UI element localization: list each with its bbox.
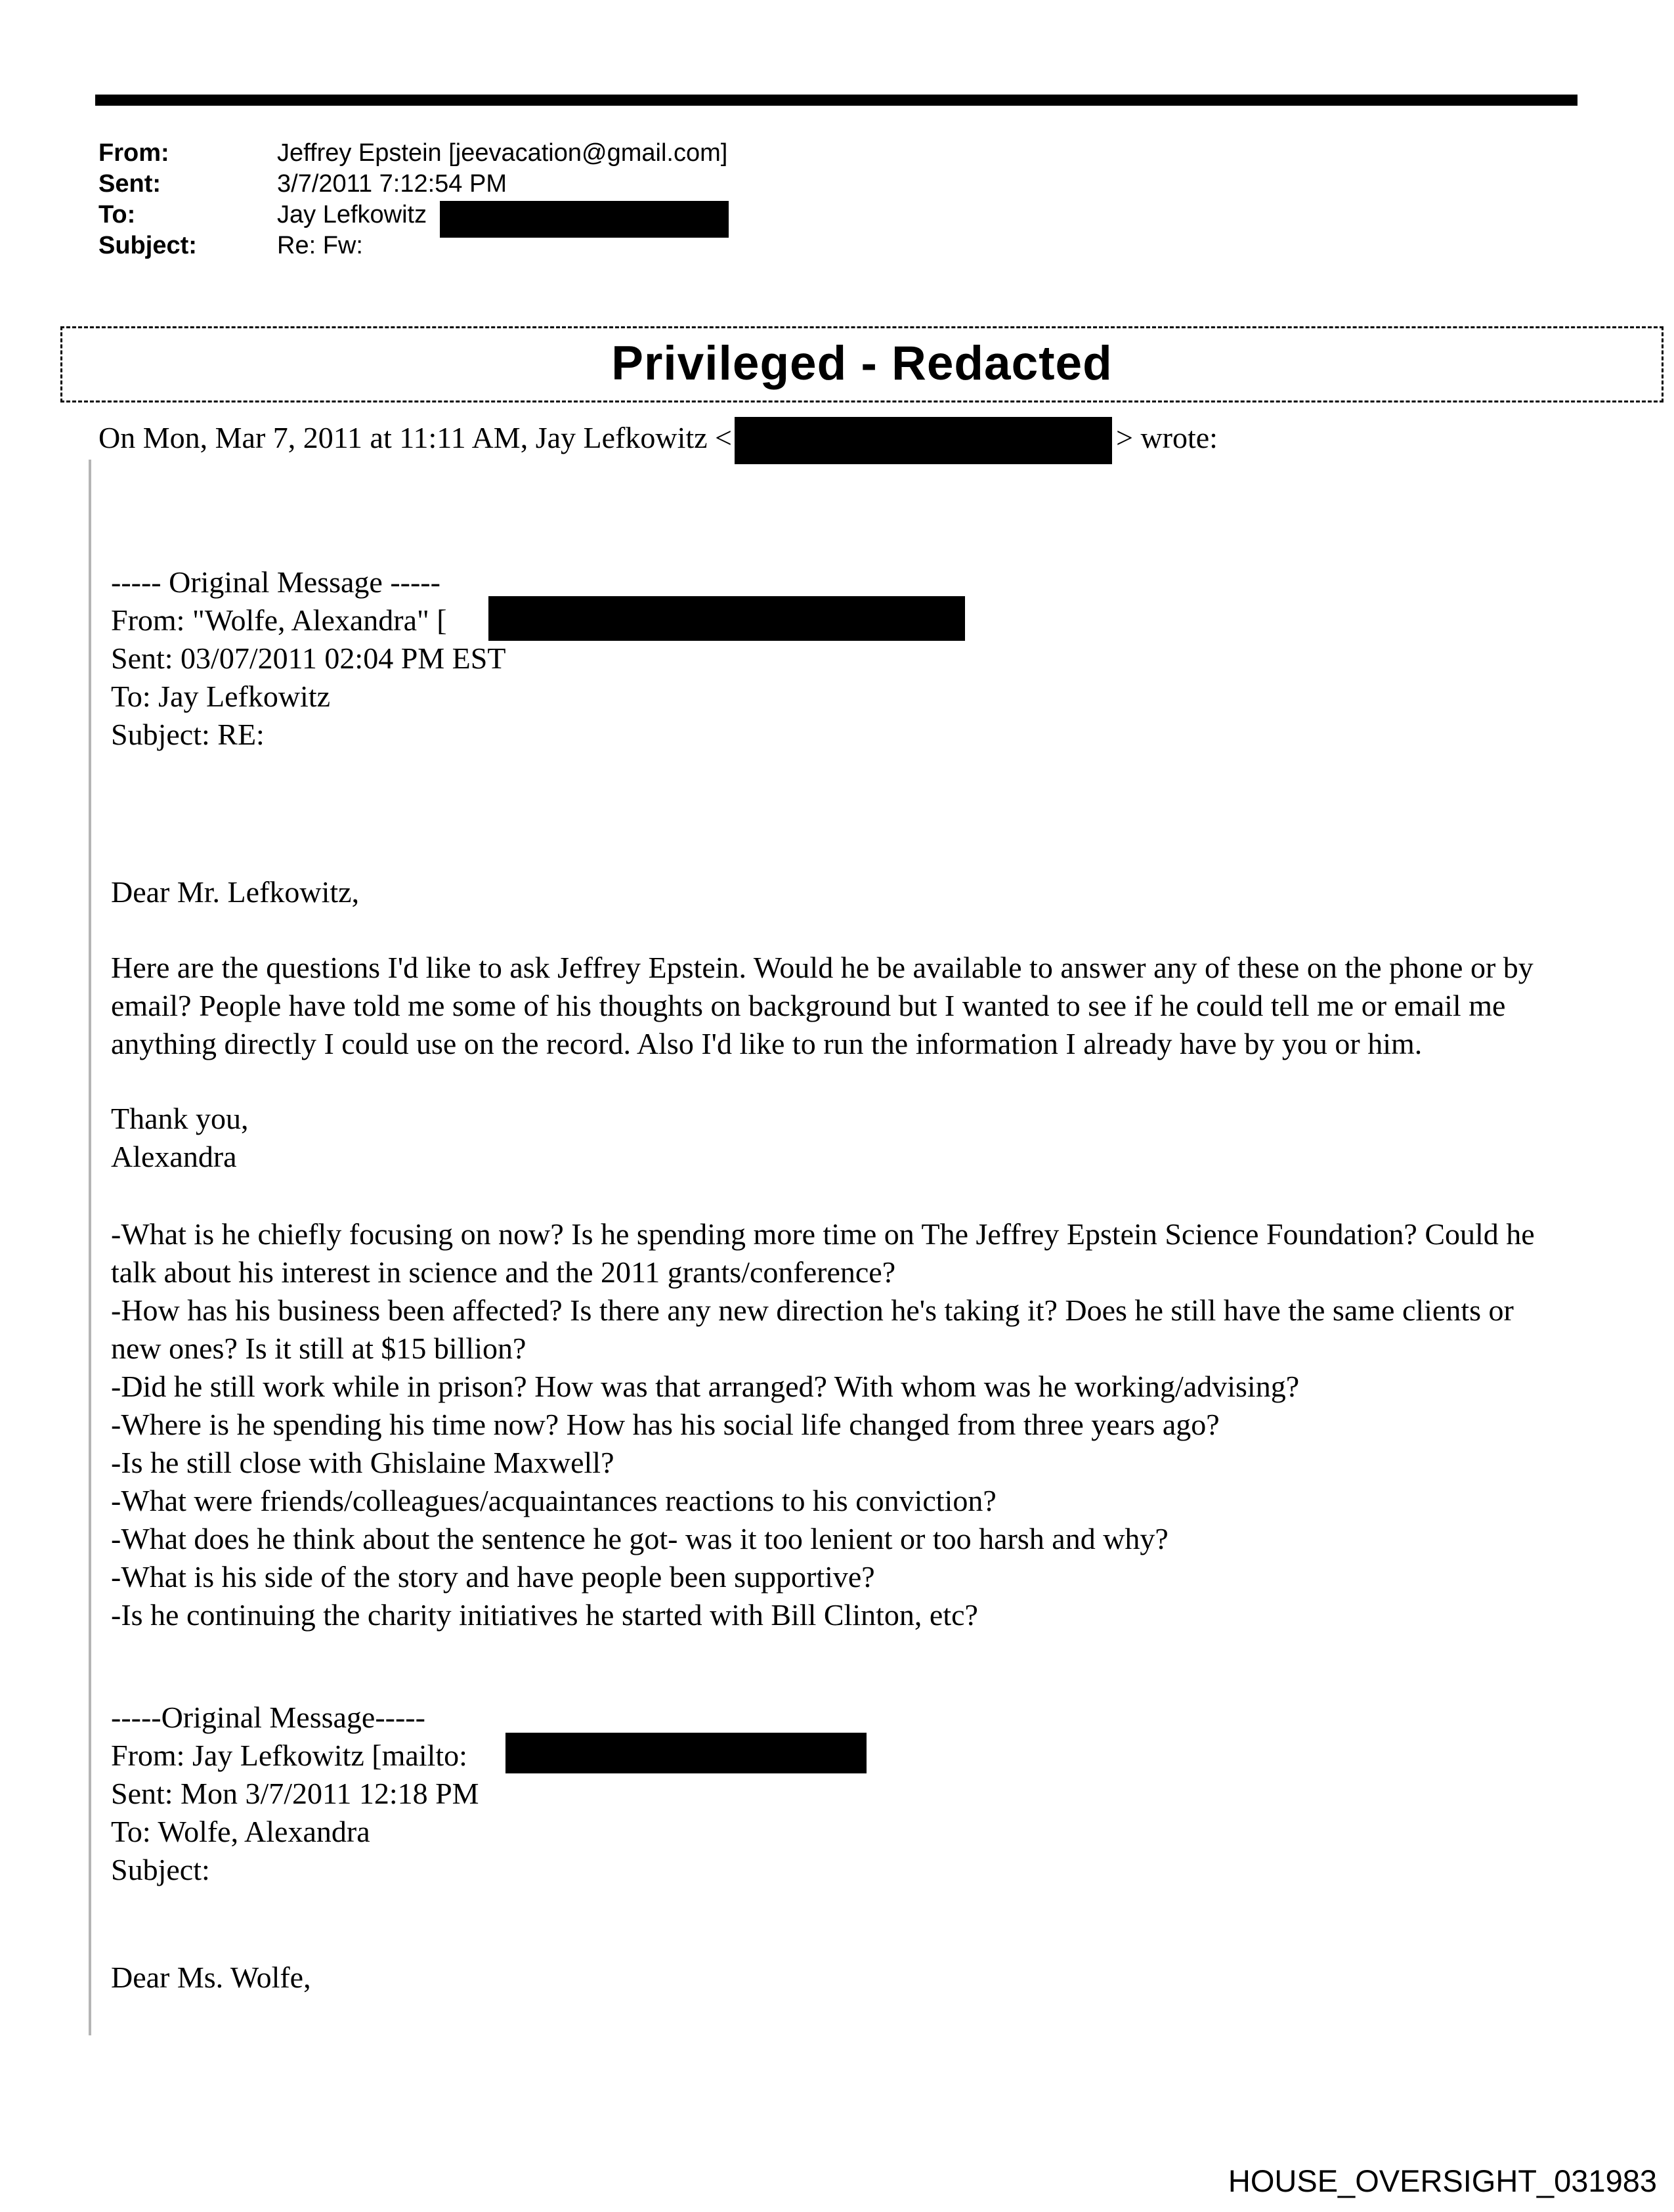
question-item: -Is he continuing the charity initiatives he started with Bill Clinton, etc? [111,1598,978,1632]
attribution-text-before: On Mon, Mar 7, 2011 at 11:11 AM, Jay Lefkowitz < [98,421,732,454]
attribution-text-after: > wrote: [1116,421,1218,454]
to-value: Jay Lefkowitz [277,201,427,228]
bates-number: HOUSE_OVERSIGHT_031983 [1228,2163,1657,2198]
from-line [111,601,1562,640]
header-row-sent [98,169,727,200]
original-message-header-1 [111,563,1562,754]
original-message-header-2 [111,1699,1562,1889]
separator-line: ----- Original Message ----- [111,565,440,599]
subject-label: Subject: [98,232,197,259]
question-item: -Where is he spending his time now? How has his social life changed from three years ago? [111,1408,1220,1441]
from-value: Jeffrey Epstein [jeevacation@gmail.com] [277,139,728,167]
question-item: -What does he think about the sentence he got- was it too lenient or too harsh and why? [111,1522,1169,1555]
header-row-from [98,138,727,169]
sent-line: Sent: Mon 3/7/2011 12:18 PM [111,1777,479,1810]
sent-label: Sent: [98,170,161,198]
subject-line: Subject: RE: [111,718,265,751]
quote-attribution-line [98,414,1218,464]
closing-text: Thank you, [111,1102,249,1135]
questions-list [111,1215,1562,1634]
question-item: -Did he still work while in prison? How was that arranged? With whom was he working/advising? [111,1370,1300,1403]
banner-text: Privileged - Redacted [611,337,1113,390]
question-item: -What is he chiefly focusing on now? Is he spending more time on The Jeffrey Epstein Science Foundation? Could he talk about his interest in science and the 2011 grants/conference? [111,1217,1535,1289]
question-item: -What were friends/colleagues/acquaintances reactions to his conviction? [111,1484,997,1517]
header-rule [95,95,1577,106]
question-item: -How has his business been affected? Is there any new direction he's taking it? Does he still have the same clients or new ones? Is it still at $15 billion? [111,1293,1514,1365]
redaction-box-sender-address [735,417,1112,464]
subject-value: Re: Fw: [277,232,363,259]
closing-block [111,1100,1562,1176]
sent-line: Sent: 03/07/2011 02:04 PM EST [111,641,506,675]
from-label: From: [98,139,169,167]
privileged-redacted-banner [60,326,1663,402]
signature-text: Alexandra [111,1140,237,1173]
from-line-text: From: "Wolfe, Alexandra" [ [111,603,447,637]
redaction-box-mailto-address [505,1733,867,1773]
greeting-wolfe: Dear Ms. Wolfe, [111,1961,311,1994]
to-line: To: Jay Lefkowitz [111,680,331,713]
redaction-box-wolfe-address [488,596,965,641]
question-item: -Is he still close with Ghislaine Maxwell? [111,1446,614,1479]
to-line: To: Wolfe, Alexandra [111,1815,370,1848]
separator-line: -----Original Message----- [111,1701,425,1734]
from-line-text: From: Jay Lefkowitz [mailto: [111,1739,467,1772]
quoted-thread [89,460,1562,2035]
question-item: -What is his side of the story and have people been supportive? [111,1560,875,1594]
header-row-subject [98,230,727,261]
email-header [98,138,727,261]
to-label: To: [98,201,136,228]
from-line [111,1737,1562,1775]
header-row-to [98,200,727,230]
sent-value: 3/7/2011 7:12:54 PM [277,170,507,198]
greeting-lefkowitz: Dear Mr. Lefkowitz, [111,875,360,909]
subject-line: Subject: [111,1853,210,1886]
body-paragraph: Here are the questions I'd like to ask Jeffrey Epstein. Would he be available to answer any of these on the phone or by email? People have told me some of his thoughts on background but I wanted to see if he could tell me or email me anything directly I could use on the record. Also I'd like to run the information I already have by you or him. [111,951,1534,1060]
